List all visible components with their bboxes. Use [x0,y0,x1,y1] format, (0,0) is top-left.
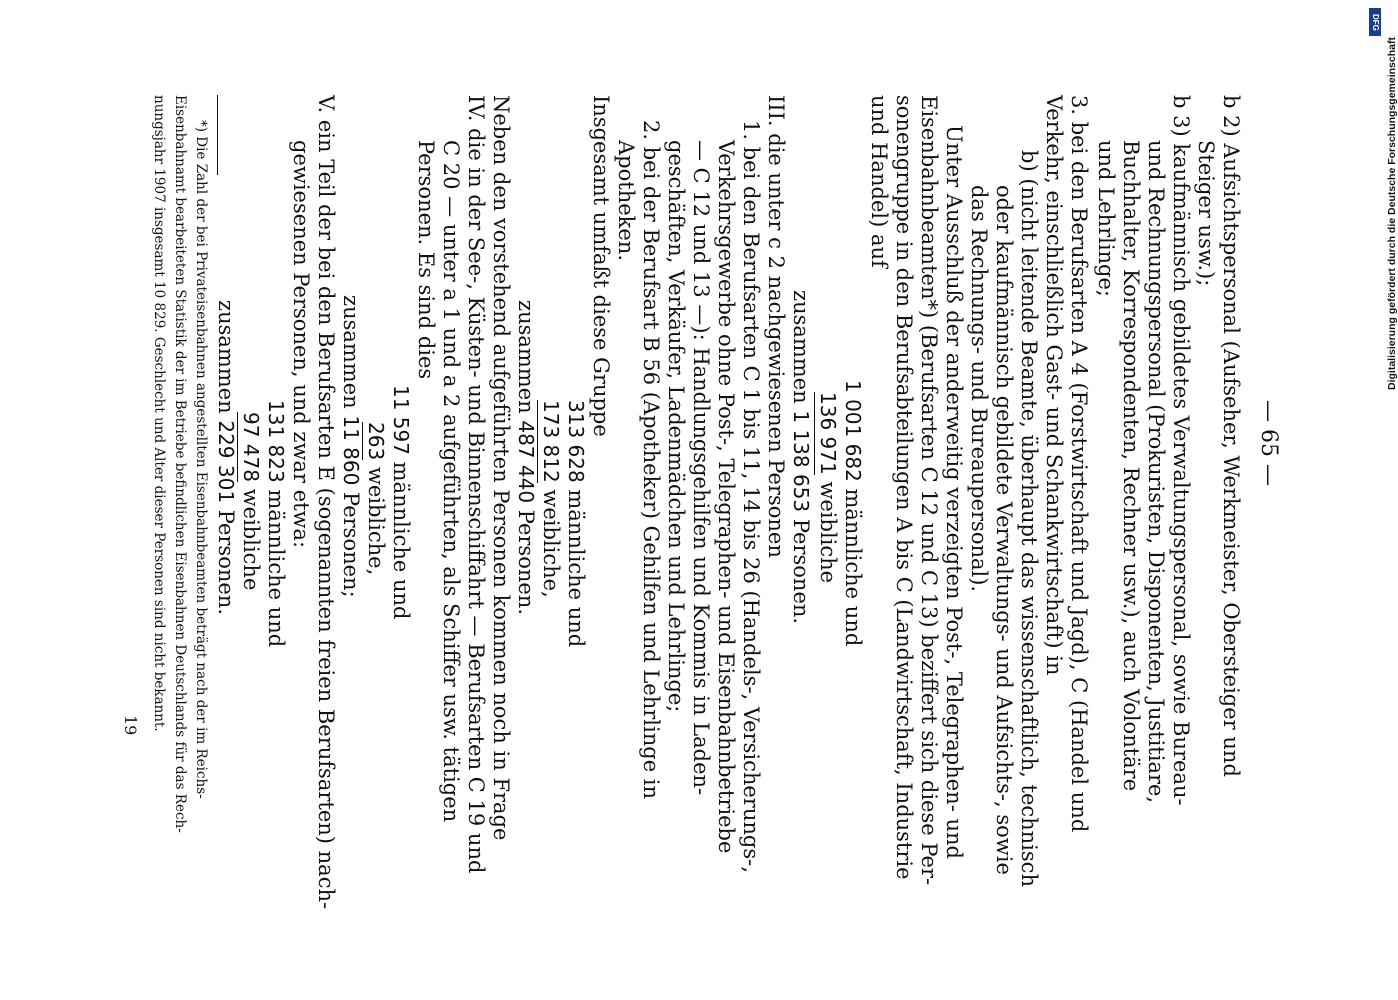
item-b-sub [1016,150,1041,887]
footnote-line2: Eisenbahnamt bearbeiteten Statistik der im Betriebe befindlichen Eisenbahnen Deutschlands für das Rech- [172,95,188,833]
sum1-female-row [814,392,840,583]
sum4-total: 229 301 [214,420,238,504]
sum2-total-row [513,300,538,615]
item-3-line2: Verkehr, einschließlich Gast- und Schankwirtschaft) in [1042,95,1066,676]
item-iii-1-line2: Verkehrsgewerbe ohne Post-, Telegraphen- und Eisenbahnbetriebe [714,140,738,854]
item-b3-line4: und Lehrlinge; [1094,140,1118,298]
item-b2 [1218,95,1243,777]
item-3-line1: bei den Berufsarten A 4 (Forstwirtschaft und Jagd), C (Handel und [1067,121,1091,833]
item-b2-label: b 2) [1219,95,1243,137]
dfg-logo: DFG [1369,8,1381,36]
sum1-total-row [788,290,813,624]
item-3 [1066,95,1091,832]
item-iv-line2: C 20 — unter a 1 und a 2 aufgeführten, als Schiffer usw. tätigen [439,140,463,823]
sum2-total-unit: Personen. [514,509,538,615]
sum3-female-row [362,422,388,575]
sum3-female: 263 [364,422,388,461]
item-b-sub-line3: das Rechnungs- und Bureaupersonal). [967,185,991,593]
sum3-male-label: männliche und [389,461,413,620]
item-iii-1 [738,120,763,873]
footnote-line1: *) Die Zahl der bei Privateisenbahnen angestellten Eisenbahnbeamten beträgt nach der im Reichs- [193,120,209,799]
sum2-female: 173 812 [539,400,563,483]
sum3-total-row [338,295,363,598]
item-v-label: V. [314,95,338,114]
item-v-line1: ein Teil der bei den Berufsarten E (sogenannten freien Berufsarten) nach- [314,119,338,910]
item-iv-label: IV. [464,95,488,122]
item-iii-2-label: 2. [639,120,663,141]
item-iii-2-line1: bei der Berufsart B 56 (Apotheker) Gehilfen und Lehrlinge in [639,146,663,800]
sum1-female-label: weibliche [816,481,840,584]
sum4-total-unit: Personen. [214,509,238,615]
sum3-total-label: zusammen [339,295,363,409]
sum2-female-row [537,400,563,598]
para1-line2: Eisenbahnbeamten*) (Berufsarten C 12 und C 13) beziffert sich diese Per- [917,95,941,886]
sum4-female: 97 478 [239,412,263,482]
sum4-female-label: weibliche [239,488,263,591]
sum2-male: 313 628 [564,400,588,483]
sum1-female: 136 971 [816,392,840,475]
sum4-male: 131 823 [264,400,288,483]
sum3-female-label: weibliche, [364,466,388,576]
sum4-total-label: zusammen [214,300,238,414]
para1-line3: sonengruppe in den Berufsabteilungen A bis C (Landwirtschaft, Industrie [892,95,916,880]
item-b3-line1: kaufmännisch gebildetes Verwaltungspersonal, sowie Bureau- [1169,143,1193,806]
para1-line1: Unter Ausschluß der anderweitig verzeigten Post-, Telegraphen- und [942,125,966,859]
sum1-total-unit: Personen. [789,518,813,625]
sum2-male-label: männliche und [564,489,588,648]
item-iii-1-label: 1. [739,120,763,141]
item-3-label: 3. [1067,95,1091,116]
sum1-total: 1 138 653 [789,410,813,513]
item-b-sub-label: b) [1017,150,1041,172]
sum3-male: 11 597 [389,385,413,455]
item-iii-1-line1: bei den Berufsarten C 1 bis 11, 14 bis 26 (Handels-, Versicherungs-, [739,146,763,873]
sum2-female-label: weibliche, [539,489,563,598]
sum2-total: 487 440 [514,420,538,504]
digitization-credit [1368,10,1398,390]
para1-line4: und Handel) auf [867,95,891,268]
item-iii-2 [638,120,663,799]
sum1-male: 1 001 682 [841,380,865,482]
sum3-male-row [388,385,413,619]
item-b2-line1: Aufsichtspersonal (Aufseher, Werkmeister, Obersteiger und [1219,143,1243,777]
item-b-sub-line1: (nicht leitende Beamte, überhaupt das wissenschaftlich, technisch [1017,178,1041,887]
sum3-total: 11 860 [339,415,363,486]
item-v [313,95,338,909]
item-iii-2-line2: Apotheken. [614,140,638,261]
signature-mark: 19 [121,715,140,736]
footnote-divider [217,95,218,175]
item-iii-label: III. [764,95,788,127]
neben-line: Neben den vorstehend aufgeführten Personen kommen noch in Frage [489,95,513,841]
sum1-total-label: zusammen [789,290,813,404]
item-b3-label: b 3) [1169,95,1193,137]
item-iv [463,95,488,873]
item-b3-line3: Buchhalter, Korrespondenten, Rechner usw.), auch Volontäre [1119,140,1143,792]
item-b3 [1168,95,1193,806]
item-iii-line1: die unter c 2 nachgewiesenen Personen [764,133,788,558]
group-line: Insgesamt umfaßt diese Gruppe [589,95,613,437]
footnote-line3: nungsjahr 1907 insgesamt 10 829. Geschlecht und Alter dieser Personen sind nicht bekannt. [151,95,167,732]
sum4-total-row [213,300,238,615]
sum1-male-label: männliche und [841,488,865,647]
item-iii-1-line4: geschäften, Verkäufer, Ladenmädchen und Lehrlinge; [664,140,688,713]
sum3-total-unit: Personen; [339,492,363,598]
item-b2-line2: Steiger usw.); [1194,140,1218,287]
page-number: — 65 — [1256,400,1281,486]
sum2-male-row [563,400,588,647]
item-iv-line3: Personen. Es sind dies [414,140,438,380]
sum4-female-row [237,412,263,590]
item-iii-1-line3: — C 12 und 13 —): Handlungsgehilfen und Kommis in Laden- [689,140,713,796]
item-b3-line2: und Rechnungspersonal (Prokuristen, Disponenten, Justitiare, [1144,140,1168,804]
sum1-male-row [840,380,865,646]
item-iii [763,95,788,558]
sum4-male-label: männliche und [264,489,288,648]
item-b-sub-line2: oder kaufmännisch gebildete Verwaltungs- und Aufsichts-, sowie [992,185,1016,875]
item-v-line2: gewiesenen Personen, und zwar etwa: [289,140,313,549]
sum4-male-row [263,400,288,647]
sum2-total-label: zusammen [514,300,538,414]
digitization-credit-text: Digitalisierung gefördert durch die Deutsche Forschungsgemeinschaft [1386,37,1398,390]
item-iv-line1: die in der See-, Küsten- und Binnenschiffahrt — Berufsarten C 19 und [464,128,488,874]
